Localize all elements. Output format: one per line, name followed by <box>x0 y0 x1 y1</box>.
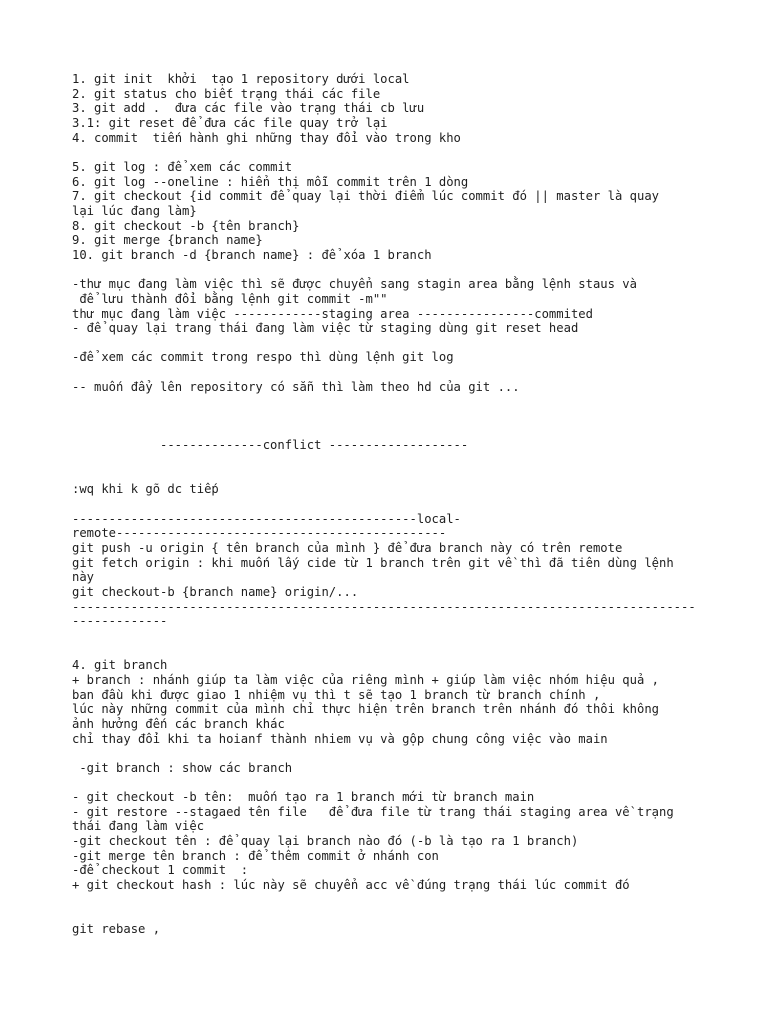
conflict-heading: --------------conflict ------------------- <box>160 438 469 453</box>
text-line: -để checkout 1 commit : <box>72 863 249 878</box>
vim-note: :wq khi k gõ dc tiếp <box>72 482 219 497</box>
text-line: thư mục đang làm việc ------------staging area ----------------commited <box>72 306 593 321</box>
blank-line <box>72 336 768 351</box>
text-line: 5. git log : để xem các commit <box>72 159 293 174</box>
blank-line <box>72 907 768 922</box>
blank-line <box>72 468 768 483</box>
text-line: - git checkout -b tên: muốn tạo ra 1 branch mới từ branch main <box>72 790 535 805</box>
text-line: 7. git checkout {id commit để quay lại thời điểm lúc commit đó || master là quay <box>72 189 659 204</box>
text-line: 9. git merge {branch name} <box>72 233 263 248</box>
basic-commands-block <box>72 72 768 145</box>
text-line: ảnh hưởng đến các branch khác <box>72 716 285 731</box>
text-line: git fetch origin : khi muốn lấy cide từ 1 branch trên git về thì đã tiên dùng lệnh <box>72 555 674 570</box>
text-line: - git restore --stagaed tên file để đưa file từ trang thái staging area về trạng <box>72 804 674 819</box>
separator-line: remote--------------------------------------------- <box>72 526 447 541</box>
text-line: 3.1: git reset để đưa các file quay trở lại <box>72 115 388 130</box>
blank-line <box>72 644 768 659</box>
show-branch-note: -git branch : show các branch <box>79 760 293 775</box>
blank-line <box>72 497 768 512</box>
rebase-note: git rebase , <box>72 922 161 937</box>
text-line: 1. git init khởi tạo 1 repository dưới local <box>72 72 410 86</box>
text-line: lại lúc đang làm} <box>72 203 197 218</box>
text-line: -git merge tên branch : để thêm commit ở nhánh con <box>72 848 439 863</box>
text-line: 10. git branch -d {branch name} : để xóa 1 branch <box>72 247 432 262</box>
blank-line <box>72 424 768 439</box>
branch-section-block <box>72 658 768 746</box>
text-line: 4. git branch <box>72 658 168 673</box>
text-line: - để quay lại trang thái đang làm việc từ staging dùng git reset head <box>72 321 579 336</box>
text-line: lúc này những commit của mình chỉ thực hiện trên branch trên nhánh đó thôi không <box>72 702 659 717</box>
staging-notes-block <box>72 277 768 336</box>
blank-line <box>72 776 768 791</box>
blank-line <box>72 394 768 409</box>
text-line: -git checkout tên : để quay lại branch nào đó (-b là tạo ra 1 branch) <box>72 834 579 849</box>
text-line: để lưu thành đổi bằng lệnh git commit -m"" <box>79 291 388 306</box>
text-line: 6. git log --oneline : hiển thị mỗi commit trên 1 dòng <box>72 174 469 189</box>
blank-line <box>72 453 768 468</box>
text-line: 3. git add . đưa các file vào trạng thái cb lưu <box>72 101 425 116</box>
blank-line <box>72 629 768 644</box>
separator-line: ------------------------------------------------------------------------------------- <box>72 599 696 614</box>
text-line: + branch : nhánh giúp ta làm việc của riêng mình + giúp làm việc nhóm hiệu quả , <box>72 672 659 687</box>
text-line: -thư mục đang làm việc thì sẽ được chuyển sang stagin area bằng lệnh staus và <box>72 277 637 292</box>
log-commands-block <box>72 160 768 263</box>
text-line: 8. git checkout -b {tên branch} <box>72 218 300 233</box>
checkout-section-block <box>72 790 768 893</box>
blank-line <box>72 145 768 160</box>
text-line: 2. git status cho biết trạng thái các file <box>72 86 381 101</box>
blank-line <box>72 746 768 761</box>
blank-line <box>72 365 768 380</box>
remote-section-block <box>72 512 768 629</box>
text-line: + git checkout hash : lúc này sẽ chuyển acc về đúng trạng thái lúc commit đó <box>72 878 630 893</box>
push-existing-note: -- muốn đẩy lên repository có sẵn thì làm theo hd của git ... <box>72 379 520 394</box>
text-line: chỉ thay đổi khi ta hoianf thành nhiem vụ và gộp chung công việc vào main <box>72 731 608 746</box>
separator-line: -----------------------------------------------local- <box>72 511 461 526</box>
view-log-note: -để xem các commit trong respo thì dùng lệnh git log <box>72 350 454 365</box>
text-line: này <box>72 570 95 585</box>
text-line: ban đầu khi được giao 1 nhiệm vụ thì t sẽ tạo 1 branch từ branch chính , <box>72 687 601 702</box>
blank-line <box>72 409 768 424</box>
text-line: git push -u origin { tên branch của mình } để đưa branch này có trên remote <box>72 541 623 555</box>
text-line: git checkout-b {branch name} origin/... <box>72 584 359 599</box>
text-line: thái đang làm việc <box>72 819 205 834</box>
text-line: 4. commit tiến hành ghi những thay đổi vào trong kho <box>72 130 461 145</box>
separator-line: ------------- <box>72 614 168 629</box>
blank-line <box>72 893 768 908</box>
blank-line <box>72 263 768 278</box>
